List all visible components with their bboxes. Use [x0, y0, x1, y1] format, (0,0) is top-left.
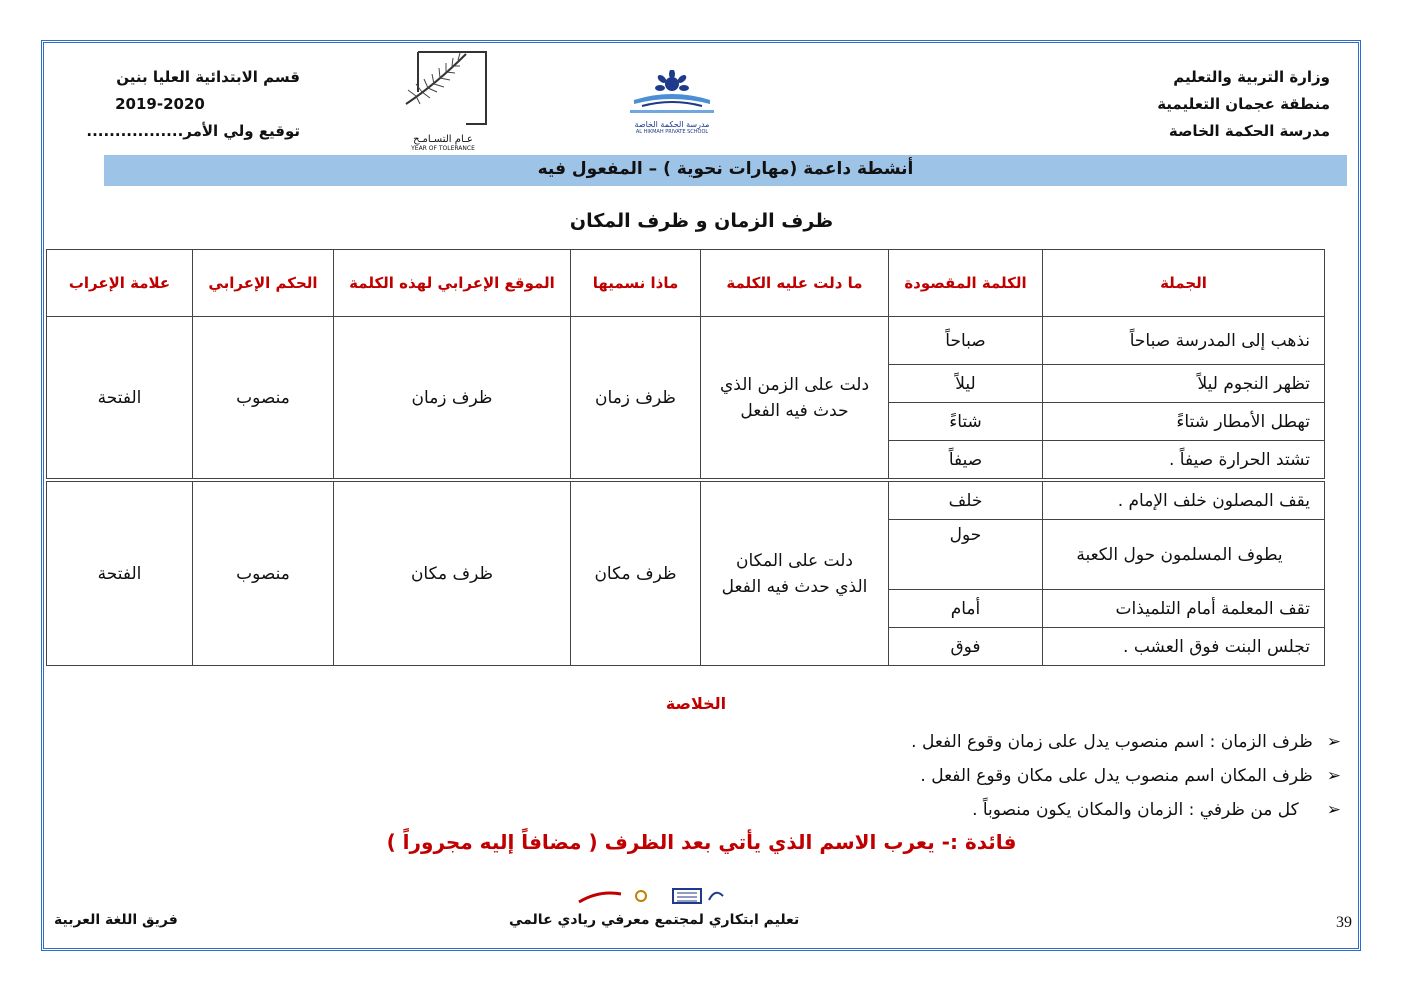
school-logo: [612, 70, 732, 134]
tolerance-logo-english: YEAR OF TOLERANCE: [411, 145, 475, 152]
sentence-cell: تهطل الأمطار شتاءً: [1043, 403, 1325, 441]
table-header-row: [47, 250, 1325, 317]
school-logo-english: AL HIKMAH PRIVATE SCHOOL: [635, 129, 709, 135]
school-emblem-icon: [612, 70, 732, 116]
position-cell: ظرف مكان: [334, 482, 571, 666]
ruling-cell: منصوب: [193, 317, 334, 479]
school-line: مدرسة الحكمة الخاصة: [1168, 122, 1330, 140]
header-ruling: الحكم الإعرابي: [193, 250, 334, 317]
sentence-cell: يقف المصلون خلف الإمام .: [1043, 482, 1325, 520]
ministry-header: [1150, 64, 1330, 145]
position-cell: ظرف زمان: [334, 317, 571, 479]
word-cell: صباحاً: [889, 317, 1043, 365]
sentence-cell: يطوف المسلمون حول الكعبة: [1043, 520, 1325, 590]
grammar-table: [46, 249, 1325, 666]
summary-title: الخلاصة: [665, 694, 727, 713]
header-position: الموقع الإعرابي لهذه الكلمة: [334, 250, 571, 317]
sentence-cell: تجلس البنت فوق العشب .: [1043, 628, 1325, 666]
header-word: الكلمة المقصودة: [889, 250, 1043, 317]
meaning-cell: دلت على المكان الذي حدث فيه الفعل: [701, 482, 889, 666]
parent-signature-line: توقيع ولي الأمر.................: [86, 122, 300, 140]
word-cell: فوق: [889, 628, 1043, 666]
word-cell: ليلاً: [889, 365, 1043, 403]
sentence-cell: تقف المعلمة أمام التلميذات: [1043, 590, 1325, 628]
list-item: ➢ظرف الزمان : اسم منصوب يدل على زمان وقوع الفعل .: [911, 732, 1341, 752]
sentence-cell: تظهر النجوم ليلاً: [1043, 365, 1325, 403]
arrow-bullet-icon: ➢: [1326, 766, 1341, 786]
header-sentence: الجملة: [1043, 250, 1325, 317]
summary-list: [911, 725, 1341, 827]
arrow-bullet-icon: ➢: [1326, 800, 1341, 820]
zone-line: منطقة عجمان التعليمية: [1157, 95, 1330, 113]
ghaf-tree-icon: [396, 44, 490, 144]
footer-logos: [575, 886, 735, 908]
word-cell: شتاءً: [889, 403, 1043, 441]
note-text: فائدة :- يعرب الاسم الذي يأتي بعد الظرف ( مضافاً إليه مجروراً ): [386, 830, 1017, 854]
table-row: [47, 482, 1325, 520]
tolerance-logo-arabic: عـام التسـامـح: [413, 134, 473, 145]
mark-cell: الفتحة: [47, 317, 193, 479]
year-line: 2019-2020: [115, 95, 205, 113]
word-cell: أمام: [889, 590, 1043, 628]
lesson-subtitle: ظرف الزمان و ظرف المكان: [569, 210, 834, 232]
table-row: [47, 317, 1325, 365]
mark-cell: الفتحة: [47, 482, 193, 666]
list-item: ➢ظرف المكان اسم منصوب يدل على مكان وقوع الفعل .: [920, 766, 1341, 786]
footer-slogan: تعليم ابتكاري لمجتمع معرفي ريادي عالمي: [509, 912, 800, 928]
school-logo-arabic: مدرسة الحكمة الخاصة: [634, 120, 710, 129]
name-cell: ظرف مكان: [571, 482, 701, 666]
department-header: [60, 64, 300, 145]
footer-team: فريق اللغة العربية: [54, 912, 178, 928]
ministry-line: وزارة التربية والتعليم: [1173, 68, 1330, 86]
department-line: قسم الابتدائية العليا بنين: [116, 68, 300, 86]
word-cell: حول: [889, 520, 1043, 590]
partner-logos-icon: [575, 886, 735, 908]
ruling-cell: منصوب: [193, 482, 334, 666]
sentence-cell: نذهب إلى المدرسة صباحاً: [1043, 317, 1325, 365]
arrow-bullet-icon: ➢: [1326, 732, 1341, 752]
sentence-cell: تشتد الحرارة صيفاً .: [1043, 441, 1325, 479]
list-item: ➢كل من ظرفي : الزمان والمكان يكون منصوباً .: [972, 800, 1341, 820]
name-cell: ظرف زمان: [571, 317, 701, 479]
word-cell: خلف: [889, 482, 1043, 520]
year-of-tolerance-logo: [396, 44, 490, 152]
header-meaning: ما دلت عليه الكلمة: [701, 250, 889, 317]
header-name: ماذا نسميها: [571, 250, 701, 317]
word-cell: صيفاً: [889, 441, 1043, 479]
page-number: 39: [1336, 914, 1352, 931]
activity-title-band: أنشطة داعمة (مهارات نحوية ) – المفعول فيه: [104, 155, 1347, 186]
header-mark: علامة الإعراب: [47, 250, 193, 317]
meaning-cell: دلت على الزمن الذي حدث فيه الفعل: [701, 317, 889, 479]
